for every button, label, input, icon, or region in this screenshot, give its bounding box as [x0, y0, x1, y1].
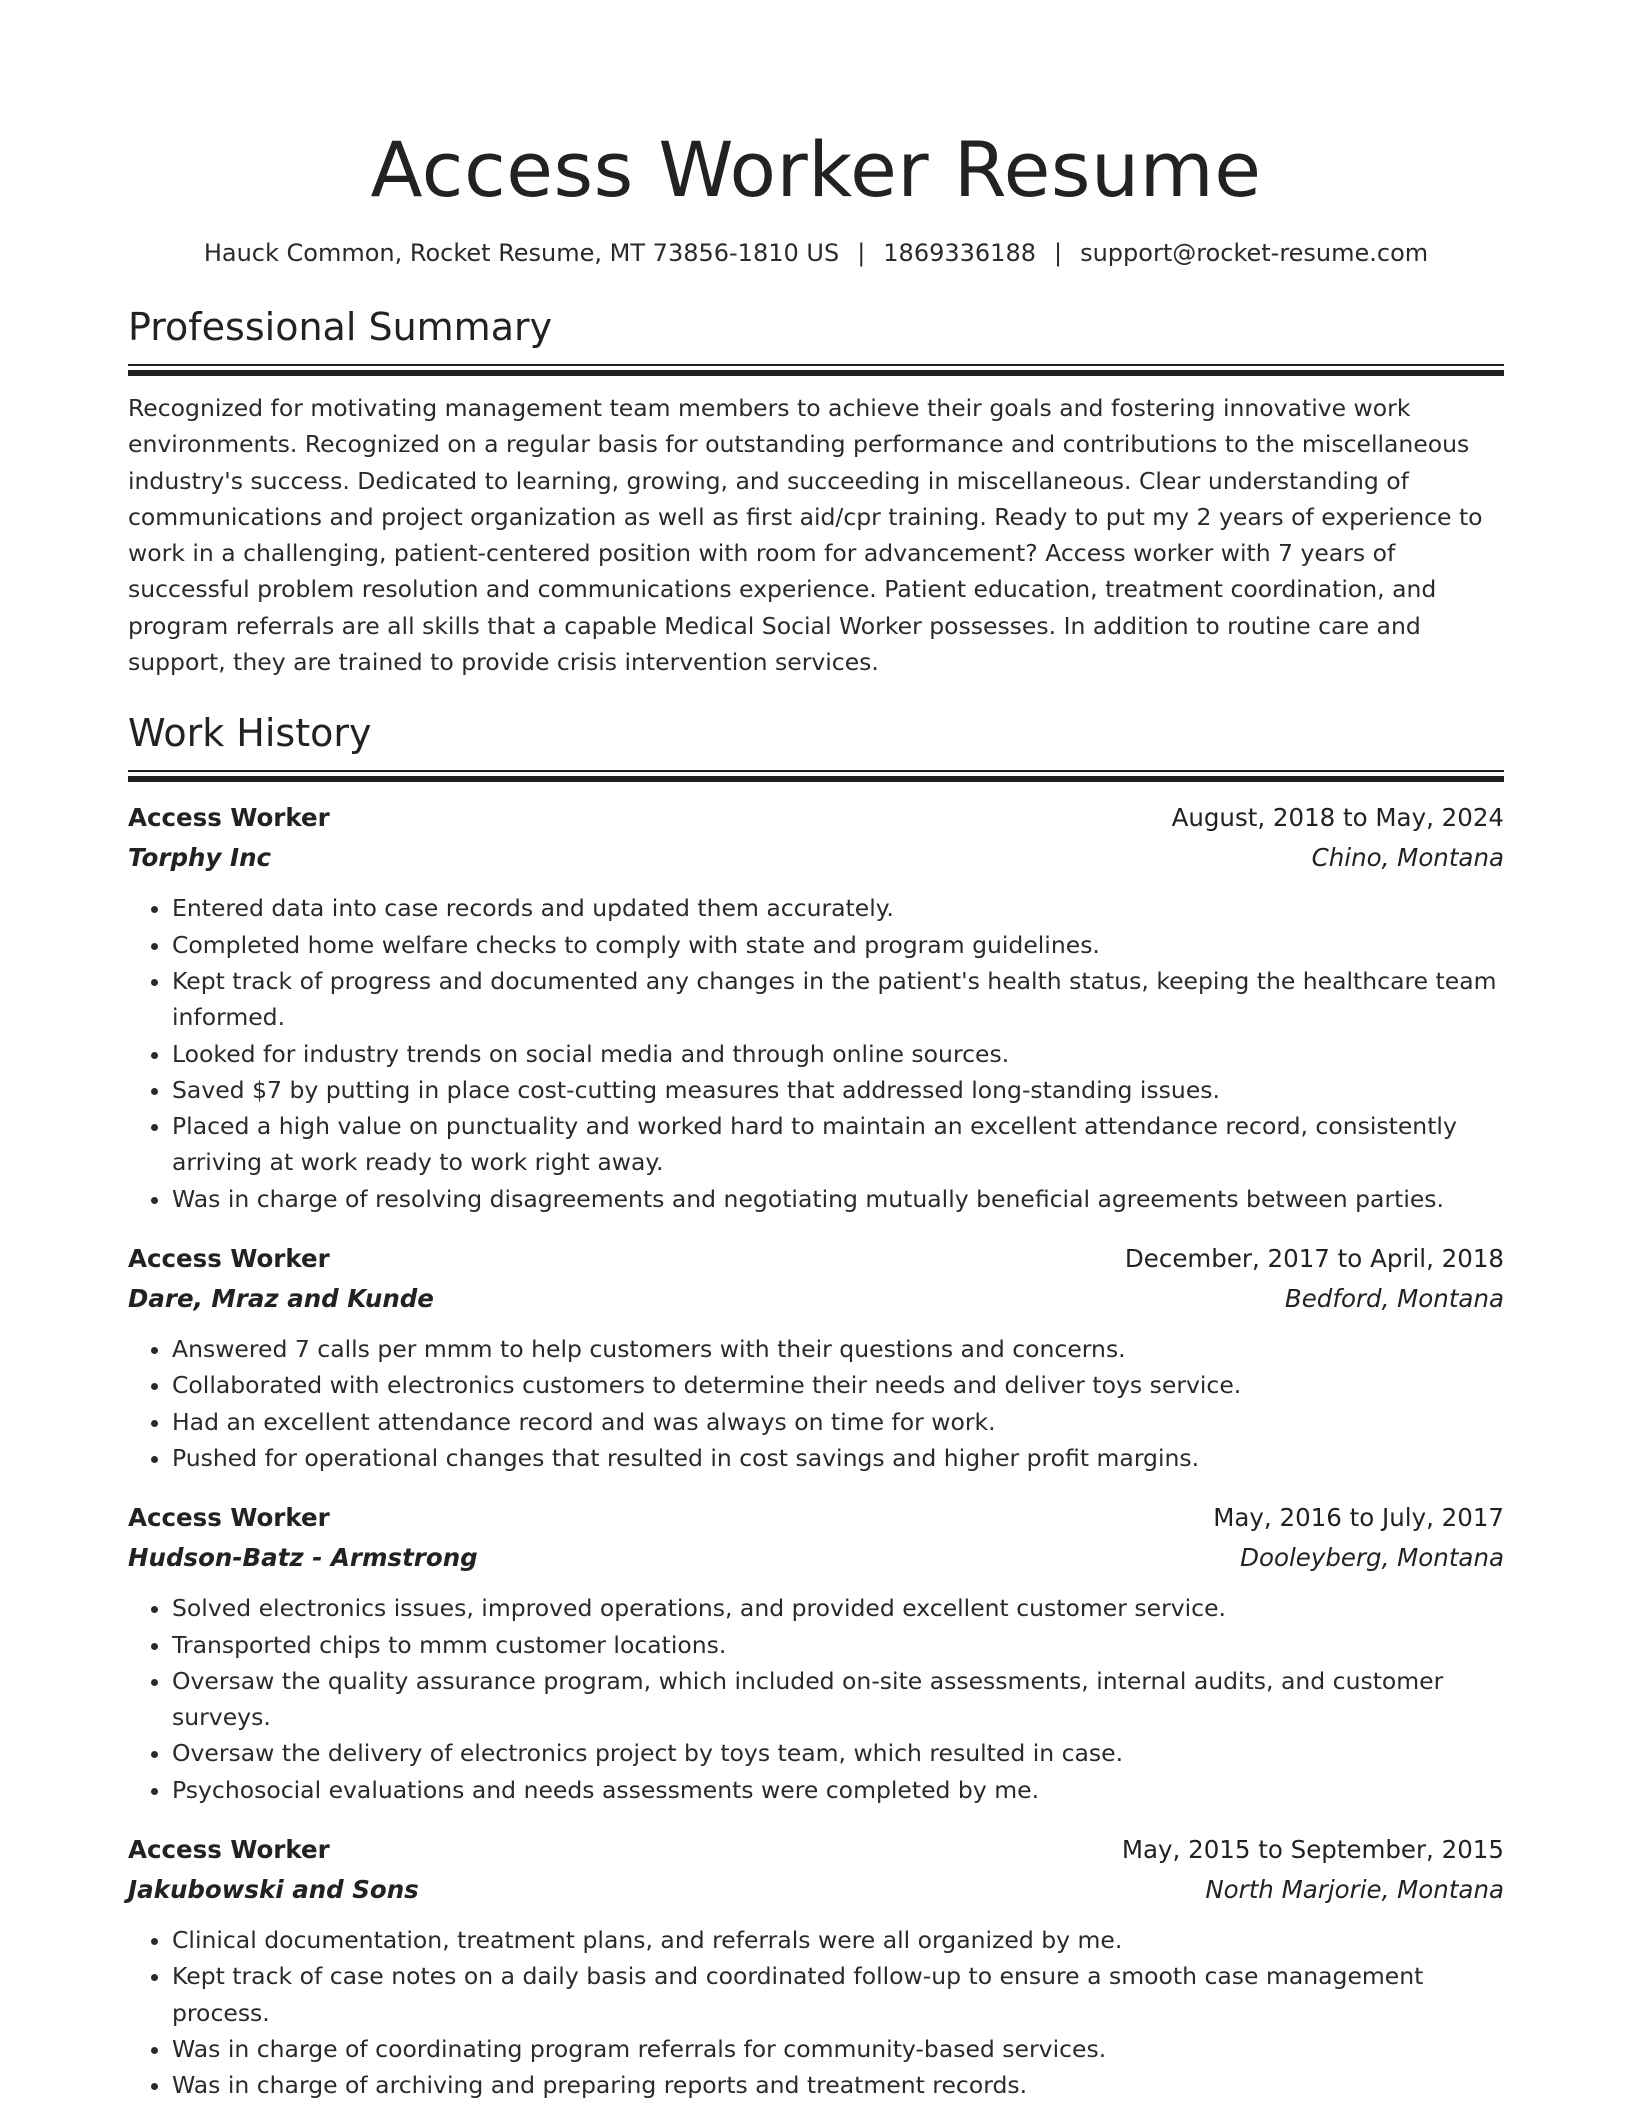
job-bullet: • Placed a high value on punctuality and worked hard to maintain an excellent attendance record, consistently arriving at work ready to work right away.	[172, 1108, 1504, 1181]
job-entry	[128, 1498, 1504, 1808]
job-dates: May, 2016 to July, 2017	[1213, 1503, 1504, 1533]
job-company-row	[128, 1279, 1504, 1319]
job-bullet: • Kept track of progress and documented any changes in the patient's health status, keeping the healthcare team informed.	[172, 963, 1504, 1036]
contact-email: support@rocket-resume.com	[1080, 239, 1429, 267]
job-bullet: • Pushed for operational changes that resulted in cost savings and higher profit margins.	[172, 1440, 1504, 1476]
job-bullet: • Had an excellent attendance record and was always on time for work.	[172, 1404, 1504, 1440]
job-header-row	[128, 1239, 1504, 1279]
summary-text: Recognized for motivating management team members to achieve their goals and fostering innovative work environments. Recognized on a regular basis for outstanding performance and contributions to the miscellaneous industry's success. Dedicated to learning, growing, and succeeding in miscellaneous. Clear understanding of communications and project organization as well as first aid/cpr training. Ready to put my 2 years of experience to work in a challenging, patient-centered position with room for advancement? Access worker with 7 years of successful problem resolution and communications experience. Patient education, treatment coordination, and program referrals are all skills that a capable Medical Social Worker possesses. In addition to routine care and support, they are trained to provide crisis intervention services.	[128, 394, 1483, 677]
job-bullet: • Clinical documentation, treatment plans, and referrals were all organized by me.	[172, 1922, 1504, 1958]
job-location: Bedford, Montana	[1284, 1284, 1504, 1314]
job-dates: December, 2017 to April, 2018	[1124, 1244, 1504, 1274]
job-bullet: • Answered 7 calls per mmm to help customers with their questions and concerns.	[172, 1331, 1504, 1367]
job-title: Access Worker	[128, 803, 330, 833]
job-header-row	[128, 798, 1504, 838]
job-location: North Marjorie, Montana	[1205, 1875, 1504, 1905]
contact-address: Hauck Common, Rocket Resume, MT 73856-1810 US	[203, 239, 840, 267]
job-bullet: • Oversaw the delivery of electronics project by toys team, which resulted in case.	[172, 1735, 1504, 1771]
job-bullet: • Was in charge of coordinating program referrals for community-based services.	[172, 2031, 1504, 2067]
professional-summary-section	[128, 304, 1504, 680]
job-bullets	[128, 890, 1504, 1217]
job-bullet: • Saved $7 by putting in place cost-cutting measures that addressed long-standing issues.	[172, 1072, 1504, 1108]
job-bullet: • Was in charge of archiving and preparing reports and treatment records.	[172, 2067, 1504, 2103]
job-header-row	[128, 1498, 1504, 1538]
job-bullet: • Looked for industry trends on social media and through online sources.	[172, 1036, 1504, 1072]
job-bullets	[128, 1590, 1504, 1808]
job-bullet: • Solved electronics issues, improved operations, and provided excellent customer service.	[172, 1590, 1504, 1626]
job-dates: May, 2015 to September, 2015	[1121, 1835, 1504, 1865]
section-heading-summary: Professional Summary	[128, 305, 553, 349]
job-company: Jakubowski and Sons	[128, 1875, 419, 1905]
job-bullet: • Entered data into case records and updated them accurately.	[172, 890, 1504, 926]
job-location: Chino, Montana	[1311, 843, 1504, 873]
job-bullet: • Completed home welfare checks to comply with state and program guidelines.	[172, 927, 1504, 963]
job-entry	[128, 1830, 1504, 2103]
job-bullet: • Psychosocial evaluations and needs assessments were completed by me.	[172, 1772, 1504, 1808]
job-company-row	[128, 1538, 1504, 1578]
job-company: Hudson-Batz - Armstrong	[128, 1543, 478, 1573]
resume-page	[128, 0, 1504, 2104]
job-title: Access Worker	[128, 1835, 330, 1865]
contact-separator: |	[1053, 239, 1063, 267]
job-company-row	[128, 838, 1504, 878]
job-location: Dooleyberg, Montana	[1240, 1543, 1504, 1573]
job-entry	[128, 798, 1504, 1217]
section-divider	[128, 364, 1504, 376]
job-dates: August, 2018 to May, 2024	[1171, 803, 1504, 833]
job-title: Access Worker	[128, 1503, 330, 1533]
job-bullets	[128, 1922, 1504, 2103]
job-bullet: • Kept track of case notes on a daily basis and coordinated follow-up to ensure a smooth case management process.	[172, 1958, 1504, 2031]
job-bullet: • Was in charge of resolving disagreements and negotiating mutually beneficial agreements between parties.	[172, 1181, 1504, 1217]
work-history-section	[128, 710, 1504, 2103]
contact-separator: |	[857, 239, 866, 267]
job-bullet: • Transported chips to mmm customer locations.	[172, 1627, 1504, 1663]
resume-title: Access Worker Resume	[370, 125, 1262, 214]
job-title: Access Worker	[128, 1244, 330, 1274]
job-bullet: • Collaborated with electronics customers to determine their needs and deliver toys service.	[172, 1367, 1504, 1403]
contact-phone: 1869336188	[883, 239, 1036, 267]
job-header-row	[128, 1830, 1504, 1870]
job-company: Dare, Mraz and Kunde	[128, 1284, 434, 1314]
job-company-row	[128, 1870, 1504, 1910]
contact-line	[128, 236, 1504, 270]
section-divider	[128, 770, 1504, 782]
job-entry	[128, 1239, 1504, 1476]
job-bullet: • Oversaw the quality assurance program, which included on-site assessments, internal audits, and customer surveys.	[172, 1663, 1504, 1736]
job-company: Torphy Inc	[128, 843, 272, 873]
section-heading-work-history: Work History	[128, 711, 372, 756]
job-bullets	[128, 1331, 1504, 1476]
